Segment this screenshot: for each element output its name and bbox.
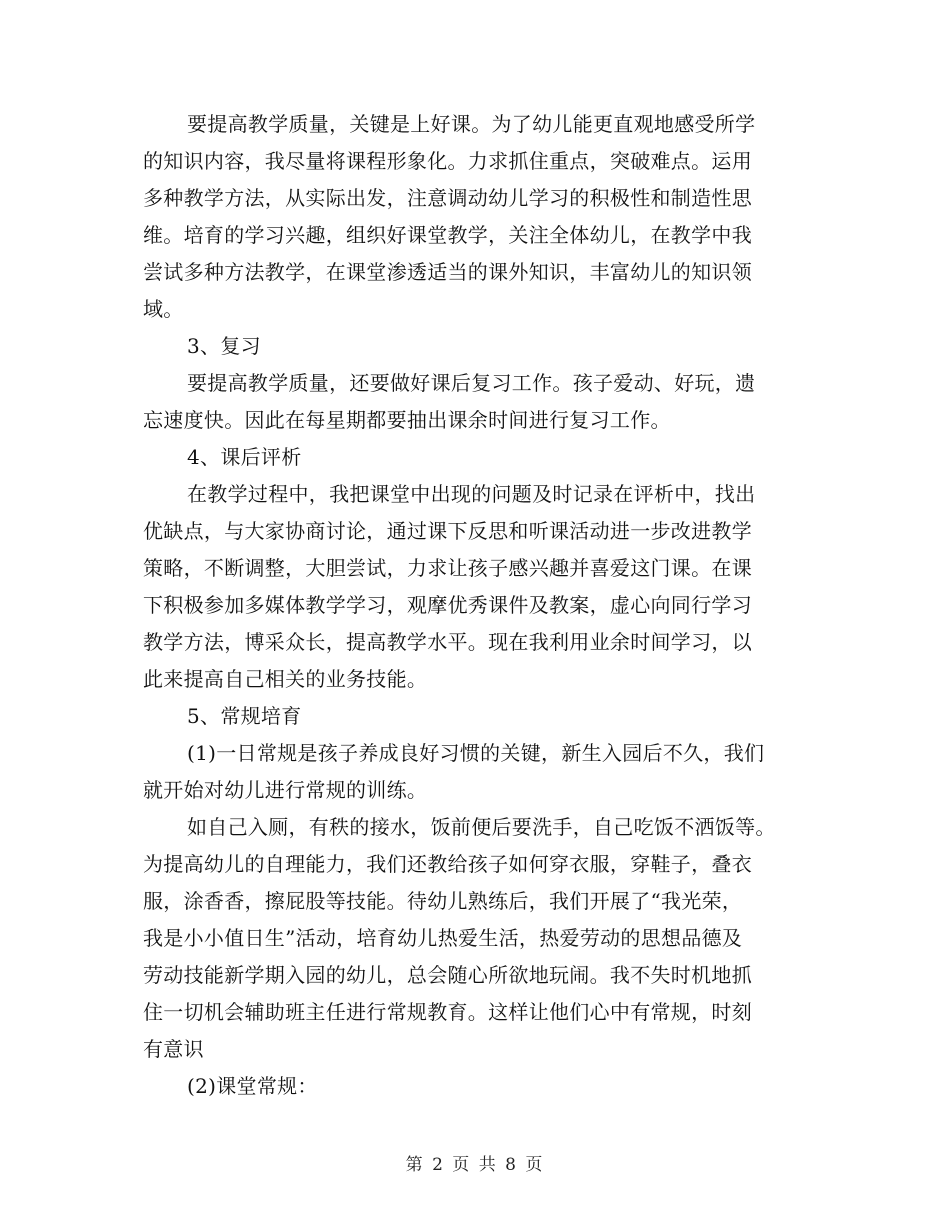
- paragraph-self-care-line-5: 劳动技能新学期入园的幼儿，总会随心所欲地玩闹。我不失时机地抓: [143, 963, 752, 987]
- paragraph-teaching-line-6: 域。: [143, 297, 184, 321]
- paragraph-self-care-line-4: 我是小小值日生”活动，培育幼儿热爱生活，热爱劳动的思想品德及: [143, 926, 743, 950]
- paragraph-analysis-line-6: 此来提高自己相关的业务技能。: [143, 667, 428, 691]
- paragraph-self-care-line-7: 有意识: [143, 1037, 204, 1061]
- paragraph-analysis-line-4: 下积极参加多媒体教学学习，观摩优秀课件及教案，虚心向同行学习: [143, 593, 752, 617]
- paragraph-analysis-line-1: 在教学过程中，我把课堂中出现的问题及时记录在评析中，找出: [187, 482, 756, 506]
- paragraph-self-care-line-6: 住一切机会辅助班主任进行常规教育。这样让他们心中有常规，时刻: [143, 1000, 752, 1024]
- heading-review: 3、复习: [187, 334, 261, 358]
- page-number-footer: 第 2 页 共 8 页: [405, 1155, 545, 1175]
- paragraph-analysis-line-2: 优缺点，与大家协商讨论，通过课下反思和听课活动进一步改进教学: [143, 519, 752, 543]
- paragraph-daily-routine-line-1: (1)一日常规是孩子养成良好习惯的关键，新生入园后不久，我们: [187, 741, 765, 765]
- heading-routine-training: 5、常规培育: [187, 704, 302, 728]
- paragraph-teaching-line-4: 维。培育的学习兴趣，组织好课堂教学，关注全体幼儿，在教学中我: [143, 223, 752, 247]
- document-body: [143, 106, 815, 1105]
- heading-after-class-analysis: 4、课后评析: [187, 445, 302, 469]
- heading-classroom-routine: (2)课堂常规：: [187, 1074, 318, 1098]
- paragraph-teaching-line-1: 要提高教学质量，关键是上好课。为了幼儿能更直观地感受所学: [187, 112, 756, 136]
- paragraph-review-line-2: 忘速度快。因此在每星期都要抽出课余时间进行复习工作。: [143, 408, 671, 432]
- paragraph-self-care-line-3: 服，涂香香，擦屁股等技能。待幼儿熟练后，我们开展了“我光荣，: [143, 889, 743, 913]
- paragraph-daily-routine-line-2: 就开始对幼儿进行常规的训练。: [143, 778, 428, 802]
- paragraph-teaching-line-5: 尝试多种方法教学，在课堂渗透适当的课外知识，丰富幼儿的知识领: [143, 260, 752, 284]
- paragraph-analysis-line-3: 策略，不断调整，大胆尝试，力求让孩子感兴趣并喜爱这门课。在课: [143, 556, 752, 580]
- paragraph-self-care-line-1: 如自己入厕，有秩的接水，饭前便后要洗手，自己吃饭不洒饭等。: [187, 815, 776, 839]
- paragraph-analysis-line-5: 教学方法，博采众长，提高教学水平。现在我利用业余时间学习，以: [143, 630, 752, 654]
- paragraph-review-line-1: 要提高教学质量，还要做好课后复习工作。孩子爱动、好玩，遗: [187, 371, 756, 395]
- paragraph-teaching-line-3: 多种教学方法，从实际出发，注意调动幼儿学习的积极性和制造性思: [143, 186, 752, 210]
- paragraph-self-care-line-2: 为提高幼儿的自理能力，我们还教给孩子如何穿衣服，穿鞋子，叠衣: [143, 852, 752, 876]
- paragraph-teaching-line-2: 的知识内容，我尽量将课程形象化。力求抓住重点，突破难点。运用: [143, 149, 752, 173]
